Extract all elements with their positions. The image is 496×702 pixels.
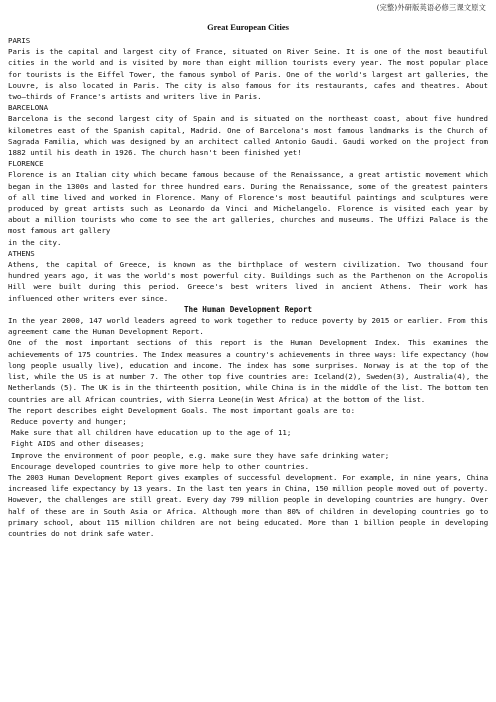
city-heading: PARIS bbox=[8, 36, 31, 45]
header-note: (完整)外研版英语必修三课文原文 bbox=[376, 3, 486, 12]
report-title: The Human Development Report bbox=[183, 304, 312, 314]
goal-item: Encourage developed countries to give more help to other countries. bbox=[11, 461, 310, 471]
goal-item: Fight AIDS and other diseases; bbox=[11, 439, 145, 449]
city-paragraph: Paris is the capital and largest city of France, situated on River Seine. It is one of the most beautiful cities in the world and is visited by more than eight million tourists every year. The most popular place for tourists is the Eiffel Tower, the famous symbol of Paris. One of the world's largest art galleries, the Louvre, is also located in Paris. The city is also famous for its restaurants, cafes and theatres. About two—thirds of France's artists and writers live in Paris. bbox=[8, 47, 488, 102]
section-paris bbox=[8, 35, 488, 102]
city-paragraph: Barcelona is the second largest city of Spain and is situated on the northeast coast, about five hundred kilometres east of the Spanish capital, Madrid. One of Barcelona's most famous landmarks is the Church of Sagrada Familia, which was designed by an architect called Antonio Gaudi. Gaudi worked on the project from 1882 until his death in 1926. The church hasn't been finished yet! bbox=[8, 114, 488, 158]
city-paragraph: Athens, the capital of Greece, is known as the birthplace of western civilization. Two thousand four hundred years ago, it was the world's most powerful city. Buildings such as the Parthenon on the Acropolis Hill were built during this period. Greece's best writers lived in ancient Athens. Their work has influenced other writers ever since. bbox=[8, 260, 488, 303]
city-heading: FLORENCE bbox=[8, 159, 44, 169]
goal-item: Make sure that all children have education up to the age of 11; bbox=[11, 428, 292, 438]
city-heading: BARCELONA bbox=[8, 103, 49, 113]
document-title: Great European Cities bbox=[207, 22, 289, 32]
city-heading: ATHENS bbox=[8, 248, 35, 258]
section-athens bbox=[8, 248, 488, 304]
goal-item: Improve the environment of poor people, e.g. make sure they have safe drinking water; bbox=[11, 450, 390, 460]
city-paragraph-end: in the city. bbox=[8, 237, 62, 247]
goal-item: Reduce poverty and hunger; bbox=[11, 416, 127, 426]
report-paragraph: The report describes eight Development Goals. The most important goals are to: bbox=[8, 405, 356, 415]
goals-list bbox=[8, 416, 488, 472]
city-paragraph: Florence is an Italian city which became famous because of the Renaissance, a great artistic movement which began in the 1300s and lasted for three hundred ears. During the Renaissance, some of the greatest painters of all time lived and worked in Florence. Many of Florence's most beautiful paintings and sculptures were produced by great artists such as Leonardo da Vinci and Michelangelo. Florence is visited each year by about a million tourists who come to see the art galleries, churches and museums. The Uffizi Palace is the most famous art gallery bbox=[8, 170, 488, 236]
report-paragraph: One of the most important sections of this report is the Human Development Index. This examines the achievements of 175 countries. The Index measures a country's achievements in three ways: life expectancy (how long people usually live), education and income. The index has some surprises. Norway is at the top of the list, while the US is at number 7. The other top five countries are: Iceland(2), Sweden(3), Australia(4), the Netherlands (5). The UK is in the thirteenth position, while China is in the middle of the list. The bottom ten countries are all African countries, with Sierra Leone(in West Africa) at the bottom of the list. bbox=[8, 338, 488, 404]
section-florence bbox=[8, 158, 488, 248]
report-paragraph: The 2003 Human Development Report gives examples of successful development. For example, in nine years, China increased life expectancy by 13 years. In the last ten years in China, 150 million people moved out of poverty. However, the challenges are still great. Every day 799 million people in developing countries are hungry. Over half of these are in South Asia or Africa. Although more than 80% of children in developing countries go to primary school, about 115 million children are not being educated. More than 1 billion people in developing countries do not drink safe water. bbox=[8, 472, 488, 538]
report-paragraph: In the year 2000, 147 world leaders agreed to work together to reduce poverty by 2015 or earlier. From this agreement came the Human Development Report. bbox=[8, 316, 488, 337]
section-barcelona bbox=[8, 102, 488, 158]
section-report bbox=[8, 304, 488, 539]
